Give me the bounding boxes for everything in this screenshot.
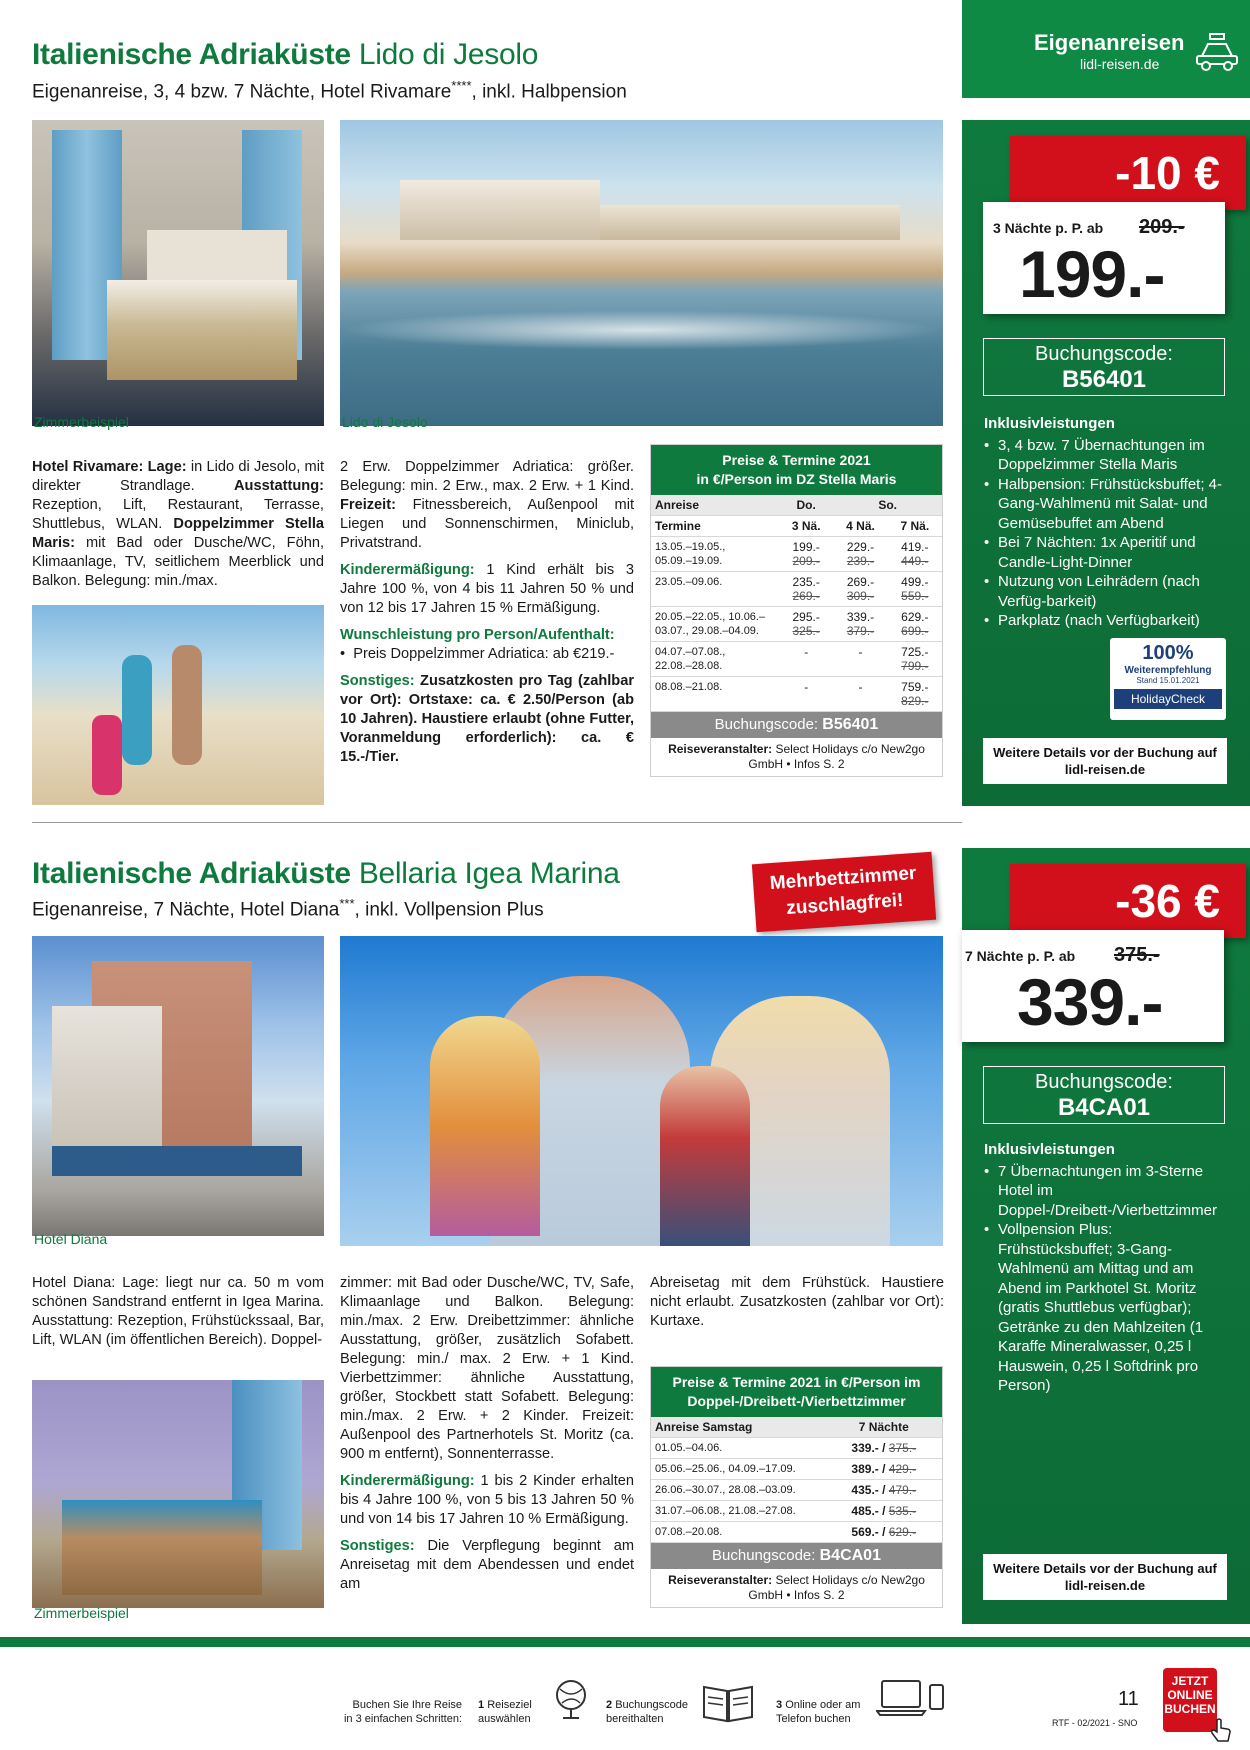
offer2-price: 339.- <box>1017 965 1163 1039</box>
offer1-table-row: 13.05.–19.05., 05.09.–19.09. 199.- 209.- 229.- 239.- 419.- 449.- <box>651 537 942 572</box>
offer1-old-price: 209.- <box>1139 216 1185 238</box>
offer1-table-row: 23.05.–09.06. 235.- 269.- 269.- 309.- 499.- 559.- <box>651 572 942 607</box>
header-tag-label: Eigenanreisen <box>1034 30 1185 55</box>
car-icon <box>1194 32 1240 72</box>
offer2-table-row: 01.05.–04.06. 339.- / 375.- <box>651 1438 942 1459</box>
footer-step3: 3 Online oder am Telefon buchen <box>776 1699 861 1725</box>
offer1-table-code: Buchungscode: B56401 <box>651 712 942 738</box>
offer1-desc-col1: Hotel Rivamare: Lage: in Lido di Jesolo, mit direkter Strandlage. Ausstattung: Rezeption, Lift, Restaurant, Terrasse, Shuttlebus, WLAN. Doppelzimmer Stella Maris: mit Bad oder Dusche/WC, Föhn, Klimaanlage, TV, seitlichem Meerblick und Balkon. Belegung: min./max. <box>32 459 324 589</box>
catalog-icon <box>702 1683 754 1723</box>
offer1-sidebar <box>962 120 1250 806</box>
offer2-room-caption: Zimmerbeispiel <box>34 1605 129 1621</box>
offer2-details-link[interactable]: Weitere Details vor der Buchung auf lidl-reisen.de <box>983 1554 1227 1600</box>
offer2-price-box <box>962 930 1224 1042</box>
offer1-family-photo <box>32 605 324 805</box>
offer2-sidebar <box>962 848 1250 1624</box>
offer1-inclusion-item: • Nutzung von Leihrädern (nach Verfüg-barkeit) <box>984 572 1234 611</box>
offer2-code-box: Buchungscode: B4CA01 <box>983 1066 1225 1124</box>
footer-step1: 1 Reiseziel auswählen <box>478 1699 532 1725</box>
offer2-table-code: Buchungscode: B4CA01 <box>651 1543 942 1569</box>
offer2-table-head: Preise & Termine 2021 in €/Person im Doppel-/Dreibett-/Vierbettzimmer <box>651 1367 942 1417</box>
offer1-price-table: Preise & Termine 2021 in €/Person im DZ Stella Maris Anreise Do. So. Termine 3 Nä. 4 Nä. 7 Nä. 13.05.–19.05., 05.09.–19.09. 199.- 209.- 229.- 239.- 419.- 449.- 23.05.–09.06. 235.- 269.- 269.- 309.- 499.- 559.- 20.05.–22.05., 10.06.– 03.07., 29.08.–04.09. 295.- 325.- 339.- 379.- 629.- 699.- 04.07.–07.08., 22.08.–28.08. - - 725.- 799.- 08.08.–21.08. - - 759.- 829.- Buchungscode: B56401 Reiseveranstalter: Select Holidays c/o New2go GmbH • Infos S. 2 <box>650 444 943 777</box>
laptop-phone-icon <box>876 1677 946 1721</box>
offer2-desc-col2: zimmer: mit Bad oder Dusche/WC, TV, Safe, Klimaanlage und Balkon. Belegung: min./max. 2 Erw. Dreibettzimmer: ähnliche Ausstattung, größer, zusätzlich Sofabett. Belegung: min./ max. 2 Erw. + 1 Kind. Vierbettzimmer: ähnliche Ausstattung, größer, Stockbett statt Sofabett. Belegung: min./max. 2 Erw. + 2 Kinder. Freizeit: Außenpool des Partnerhotels St. Moritz (ca. 900 m entfernt), Sonnenterrasse. Kinderermäßigung: 1 bis 2 Kinder erhalten bis 4 Jahre 100 %, von 5 bis 13 Jahren 50 % und von 14 bis 17 Jahren 10 % Ermäßigung. Sonstiges: Die Verpflegung beginnt am Anreisetag mit dem Abendessen und endet am <box>340 1275 634 1592</box>
book-online-button[interactable]: JETZT ONLINE BUCHEN <box>1163 1668 1217 1732</box>
offer1-room-photo <box>32 120 324 426</box>
offer1-code-box: Buchungscode: B56401 <box>983 338 1225 396</box>
offer1-title: Italienische Adriaküste Lido di Jesolo <box>32 38 539 71</box>
offer2-title: Italienische Adriaküste Bellaria Igea Marina <box>32 857 620 890</box>
offer1-inclusion-item: • Parkplatz (nach Verfügbarkeit) <box>984 611 1234 631</box>
page-number: 11 <box>1118 1688 1139 1710</box>
offer2-desc-col3: Abreisetag mit dem Frühstück. Haustiere nicht erlaubt. Zusatzkosten (zahlbar vor Ort): Kurtaxe. <box>650 1275 944 1329</box>
footer-step2: 2 Buchungscode bereithalten <box>606 1699 688 1725</box>
offer2-discount: -36 € <box>1010 864 1246 938</box>
offer2-desc-col1: Hotel Diana: Lage: liegt nur ca. 50 m vom schönen Sandstrand entfernt in Igea Marina. Ausstattung: Rezeption, Frühstückssaal, Bar, Lift, WLAN (im öffentlichen Bereich). Doppel- <box>32 1275 324 1348</box>
offer2-inclusion-item: • 7 Übernachtungen im 3-Sterne Hotel im Doppel-/Dreibett-/Vierbettzimmer <box>984 1162 1216 1221</box>
globe-icon <box>552 1677 590 1721</box>
offer2-inclusion-item: • Vollpension Plus: Frühstücksbuffet; 3-Gang-Wahlmenü am Mittag und am Abend im Parkhotel St. Moritz (gratis Shuttlebus verfügbar); Getränke zu den Mahlzeiten (1 Karaffe Mineralwasser, 0,25 l Hauswein, 0,25 l Softdrink pro Person) <box>984 1220 1216 1396</box>
footer-intro: Buchen Sie Ihre Reise in 3 einfachen Schritten: <box>343 1699 462 1725</box>
offer1-table-row: 04.07.–07.08., 22.08.–28.08. - - 725.- 799.- <box>651 642 942 677</box>
offer1-details-link[interactable]: Weitere Details vor der Buchung auf lidl-reisen.de <box>983 738 1227 784</box>
offer1-price: 199.- <box>1019 237 1165 311</box>
offer2-old-price: 375.- <box>1114 944 1160 966</box>
offer1-beach-photo <box>340 120 943 426</box>
offer2-badge: Mehrbettzimmer zuschlagfrei! <box>752 852 936 932</box>
offer2-table-row: 31.07.–06.08., 21.08.–27.08. 485.- / 535.- <box>651 1501 942 1522</box>
offer1-desc-col2: 2 Erw. Doppelzimmer Adriatica: größer. Belegung: min. 2 Erw., max. 2 Erw. + 1 Kind. Freizeit: Fitnessbereich, Außenpool mit Liegen und Sonnenschirmen, Miniclub, Privatstrand. Kinderermäßigung: 1 Kind erhält bis 3 Jahre 100 %, von 4 bis 11 Jahren 50 % und von 12 bis 17 Jahren 15 % Ermäßigung. Wunschleistung pro Person/Aufenthalt: • Preis Doppelzimmer Adriatica: ab €219.- Sonstiges: Zusatzkosten pro Tag (zahlbar vor Ort): Ortstaxe: ca. € 2.50/Person (ab 10 Jahren). Haustiere erlaubt (ohne Futter, Voranmeldung erforderlich): ca. € 15.-/Tier. <box>340 459 634 765</box>
offer2-hotel-caption: Hotel Diana <box>34 1231 108 1247</box>
offer1-inclusion-item: • Bei 7 Nächten: 1x Aperitif und Candle-Light-Dinner <box>984 533 1234 572</box>
page-ref: RTF - 02/2021 - SNO <box>1052 1718 1138 1728</box>
offer2-price-table: Preise & Termine 2021 in €/Person im Doppel-/Dreibett-/Vierbettzimmer Anreise Samstag 7 Nächte 01.05.–04.06. 339.- / 375.- 05.06.–25.06., 04.09.–17.09. 389.- / 429.- 26.06.–30.07., 28.08.–03.09. 435.- / 479.- 31.07.–06.08., 21.08.–27.08. 485.- / 535.- 07.08.–20.08. 569.- / 629.- Buchungscode: B4CA01 Reiseveranstalter: Select Holidays c/o New2go GmbH • Infos S. 2 <box>650 1366 943 1608</box>
offer2-table-row: 07.08.–20.08. 569.- / 629.- <box>651 1522 942 1543</box>
offer1-inclusions: Inklusivleistungen • 3, 4 bzw. 7 Übernachtungen im Doppelzimmer Stella Maris • Halbpension: Frühstücksbuffet; 4-Gang-Wahlmenü mit Salat- und Gemüsebuffet am Abend • Bei 7 Nächten: 1x Aperitif und Candle-Light-Dinner • Nutzung von Leihrädern (nach Verfüg-barkeit) • Parkplatz (nach Verfügbarkeit) <box>984 414 1234 631</box>
offer2-inclusions: Inklusivleistungen • 7 Übernachtungen im 3-Sterne Hotel im Doppel-/Dreibett-/Vierbettzimmer • Vollpension Plus: Frühstücksbuffet; 3-Gang-Wahlmenü am Mittag und am Abend im Parkhotel St. Moritz (gratis Shuttlebus verfügbar); Getränke zu den Mahlzeiten (1 Karaffe Mineralwasser, 0,25 l Hauswein, 0,25 l Softdrink pro Person) <box>984 1140 1216 1396</box>
offer2-table-row: 05.06.–25.06., 04.09.–17.09. 389.- / 429.- <box>651 1459 942 1480</box>
offer1-table-operator: Reiseveranstalter: Select Holidays c/o New2go GmbH • Infos S. 2 <box>668 742 925 771</box>
offer2-nights-label: 7 Nächte p. P. ab <box>965 948 1076 964</box>
offer1-discount: -10 € <box>1010 136 1246 210</box>
offer2-subtitle: Eigenanreise, 7 Nächte, Hotel Diana***, inkl. Vollpension Plus <box>32 896 544 921</box>
offer1-inclusion-item: • Halbpension: Frühstücksbuffet; 4-Gang-Wahlmenü mit Salat- und Gemüsebuffet am Abend <box>984 475 1234 534</box>
offer2-table-operator: Reiseveranstalter: Select Holidays c/o New2go GmbH • Infos S. 2 <box>668 1573 925 1602</box>
offer2-room-photo <box>32 1380 324 1608</box>
offer1-table-row: 08.08.–21.08. - - 759.- 829.- <box>651 677 942 712</box>
offer1-subtitle: Eigenanreise, 3, 4 bzw. 7 Nächte, Hotel Rivamare****, inkl. Halbpension <box>32 78 627 103</box>
offer1-table-head: Preise & Termine 2021 in €/Person im DZ Stella Maris <box>651 445 942 495</box>
holidaycheck-badge: 100% Weiterempfehlung Stand 15.01.2021 HolidayCheck <box>1110 638 1226 720</box>
offer1-nights-label: 3 Nächte p. P. ab <box>993 220 1104 236</box>
offer2-family-photo <box>340 936 943 1246</box>
hand-cursor-icon <box>1208 1718 1234 1744</box>
offer1-beach-caption: Lido di Jesolo <box>342 414 428 430</box>
header-url[interactable]: lidl-reisen.de <box>1080 56 1160 72</box>
offer2-table-row: 26.06.–30.07., 28.08.–03.09. 435.- / 479.- <box>651 1480 942 1501</box>
section-divider <box>32 822 962 823</box>
offer2-hotel-photo <box>32 936 324 1236</box>
offer1-price-box <box>983 202 1225 314</box>
footer-rule <box>0 1637 1250 1647</box>
header-tag <box>962 0 1250 98</box>
offer1-room-caption: Zimmerbeispiel <box>34 414 129 430</box>
offer1-table-row: 20.05.–22.05., 10.06.– 03.07., 29.08.–04.09. 295.- 325.- 339.- 379.- 629.- 699.- <box>651 607 942 642</box>
offer1-inclusion-item: • 3, 4 bzw. 7 Übernachtungen im Doppelzimmer Stella Maris <box>984 436 1234 475</box>
